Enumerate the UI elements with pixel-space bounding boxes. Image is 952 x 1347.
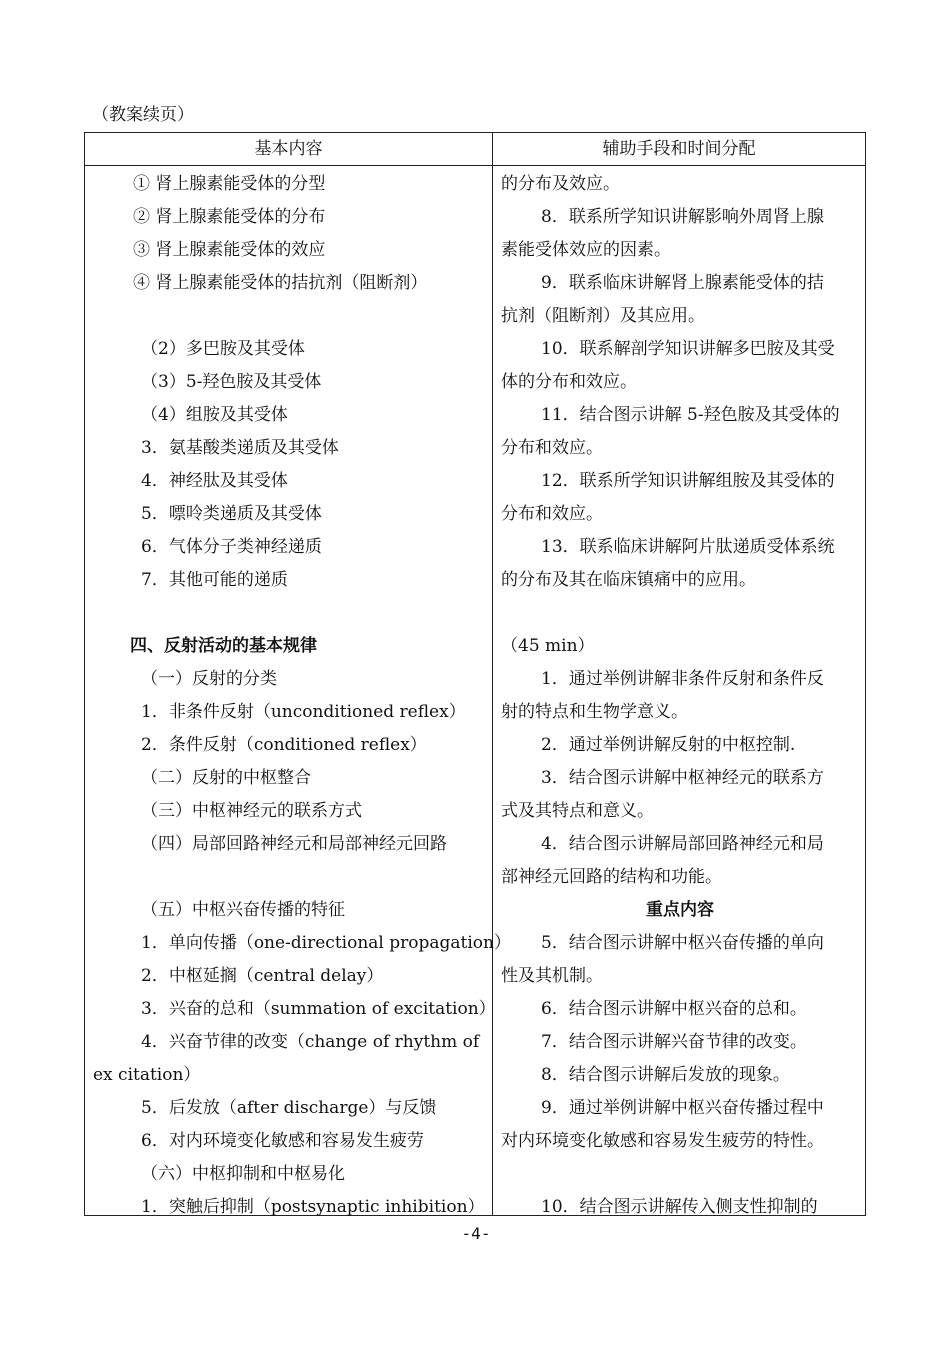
left-line-blank [93, 300, 485, 333]
left-line: （3）5-羟色胺及其受体 [141, 372, 322, 392]
right-line: 2．通过举例讲解反射的中枢控制. [541, 735, 796, 755]
right-line-continuation: 射的特点和生物学意义。 [501, 702, 688, 722]
left-line: 6．气体分子类神经递质 [141, 537, 322, 557]
right-line-blank [501, 597, 859, 630]
right-line: 8．联系所学知识讲解影响外周肾上腺 [541, 207, 824, 227]
left-line: ④ 肾上腺素能受体的拮抗剂（阻断剂） [133, 273, 428, 293]
left-line: 1．突触后抑制（postsynaptic inhibition） [141, 1197, 485, 1217]
left-line: （三）中枢神经元的联系方式 [141, 801, 362, 821]
header-basic-content: 基本内容 [254, 139, 323, 159]
right-line-continuation: 体的分布和效应。 [501, 372, 637, 392]
left-line-blank [93, 861, 485, 894]
left-line-wrap: ex citation） [93, 1065, 201, 1085]
left-line: 4．神经肽及其受体 [141, 471, 288, 491]
right-line: 3．结合图示讲解中枢神经元的联系方 [541, 768, 824, 788]
left-line: 2．条件反射（conditioned reflex） [141, 735, 427, 755]
left-line: ② 肾上腺素能受体的分布 [133, 207, 326, 227]
left-line: 1．非条件反射（unconditioned reflex） [141, 702, 466, 722]
lesson-plan-table [84, 132, 866, 1216]
column-divider [492, 133, 493, 1215]
right-line-continuation: 对内环境变化敏感和容易发生疲劳的特性。 [501, 1131, 824, 1151]
left-line: 5．后发放（after discharge）与反馈 [141, 1098, 437, 1118]
right-line-continuation: 分布和效应。 [501, 504, 603, 524]
table-header-row [85, 133, 865, 166]
time-allocation: （45 min） [501, 636, 595, 656]
left-line: （4）组胺及其受体 [141, 405, 288, 425]
left-line: 3．兴奋的总和（summation of excitation） [141, 999, 496, 1019]
right-line: 10．联系解剖学知识讲解多巴胺及其受 [541, 339, 835, 359]
right-line-continuation: 部神经元回路的结构和功能。 [501, 867, 722, 887]
right-line: 7．结合图示讲解兴奋节律的改变。 [541, 1032, 807, 1052]
right-line: 4．结合图示讲解局部回路神经元和局 [541, 834, 824, 854]
left-line: 5．嘌呤类递质及其受体 [141, 504, 322, 524]
page-number: -4- [461, 1224, 491, 1243]
aids-and-time-column [501, 168, 859, 1224]
left-line: 7．其他可能的递质 [141, 570, 288, 590]
right-line-continuation: 性及其机制。 [501, 966, 603, 986]
left-line: 3．氨基酸类递质及其受体 [141, 438, 339, 458]
left-line: （一）反射的分类 [141, 669, 277, 689]
right-line-continuation: 的分布及效应。 [501, 174, 620, 194]
basic-content-column [93, 168, 511, 1224]
left-line: （四）局部回路神经元和局部神经元回路 [141, 834, 447, 854]
left-line: ③ 肾上腺素能受体的效应 [133, 240, 326, 260]
section-heading: 四、反射活动的基本规律 [130, 636, 317, 656]
right-line: 9．通过举例讲解中枢兴奋传播过程中 [541, 1098, 824, 1118]
right-line-continuation: 的分布及其在临床镇痛中的应用。 [501, 570, 756, 590]
page-caption: （教案续页） [92, 105, 194, 125]
right-line-continuation: 分布和效应。 [501, 438, 603, 458]
left-line: （二）反射的中枢整合 [141, 768, 311, 788]
left-line: （六）中枢抑制和中枢易化 [141, 1164, 345, 1184]
header-aids-and-time: 辅助手段和时间分配 [602, 139, 756, 159]
left-line: ① 肾上腺素能受体的分型 [133, 174, 326, 194]
right-line: 13．联系临床讲解阿片肽递质受体系统 [541, 537, 835, 557]
right-line-continuation: 抗剂（阻断剂）及其应用。 [501, 306, 705, 326]
left-line: 2．中枢延搁（central delay） [141, 966, 384, 986]
right-line: 6．结合图示讲解中枢兴奋的总和。 [541, 999, 807, 1019]
left-line-blank [93, 597, 485, 630]
right-line: 8．结合图示讲解后发放的现象。 [541, 1065, 790, 1085]
right-line: 1．通过举例讲解非条件反射和条件反 [541, 669, 824, 689]
right-line: 5．结合图示讲解中枢兴奋传播的单向 [541, 933, 824, 953]
right-line: 11．结合图示讲解 5-羟色胺及其受体的 [541, 405, 840, 425]
left-line: （五）中枢兴奋传播的特征 [141, 900, 345, 920]
left-line: 4．兴奋节律的改变（change of rhythm of [141, 1032, 480, 1052]
left-line: （2）多巴胺及其受体 [141, 339, 305, 359]
right-line-continuation: 素能受体效应的因素。 [501, 240, 671, 260]
right-line: 10．结合图示讲解传入侧支性抑制的 [541, 1197, 818, 1217]
right-line: 12．联系所学知识讲解组胺及其受体的 [541, 471, 835, 491]
right-line: 9．联系临床讲解肾上腺素能受体的拮 [541, 273, 824, 293]
left-line: 1．单向传播（one-directional propagation） [141, 933, 511, 953]
right-line-continuation: 式及其特点和意义。 [501, 801, 654, 821]
key-content-label: 重点内容 [646, 900, 714, 920]
right-line-blank [501, 1158, 859, 1191]
left-line: 6．对内环境变化敏感和容易发生疲劳 [141, 1131, 424, 1151]
